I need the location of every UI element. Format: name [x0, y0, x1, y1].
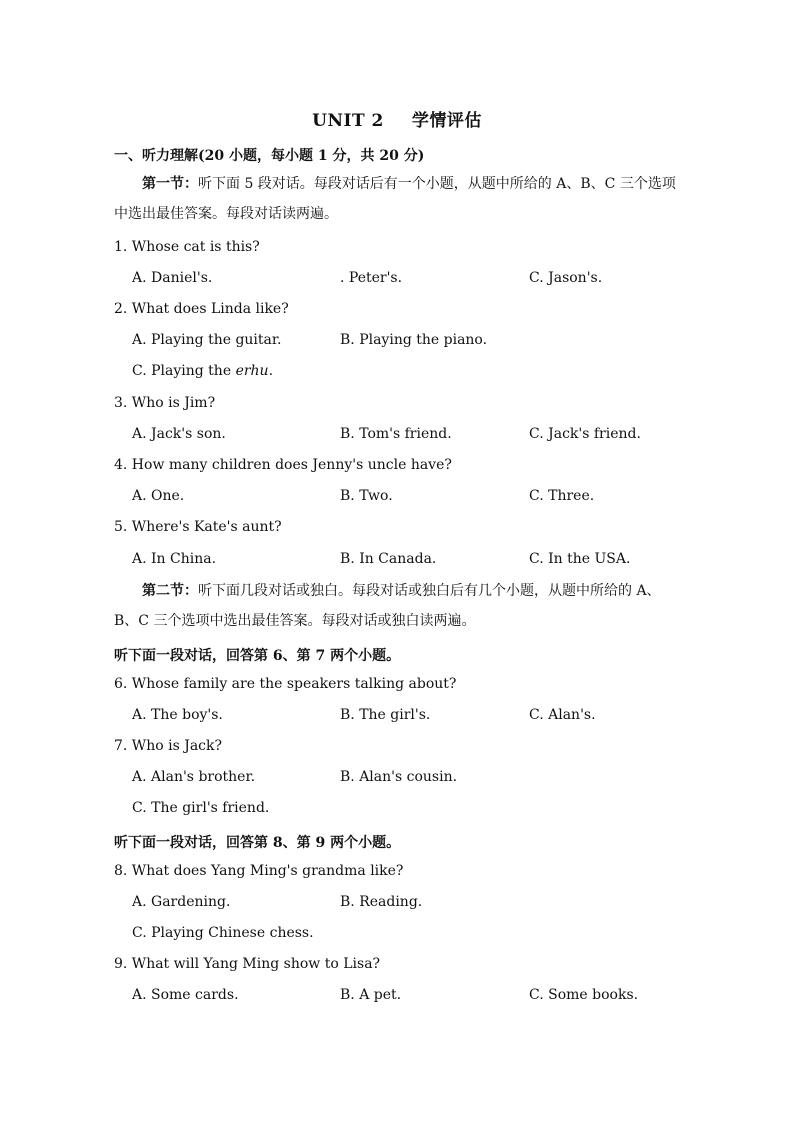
option-a[interactable]: A. Gardening. [132, 894, 231, 910]
question-stem: 1. Whose cat is this? [114, 239, 260, 255]
unit-label: UNIT 2 [312, 111, 384, 131]
option-a[interactable]: A. In China. [132, 551, 217, 567]
unit-name: 学情评估 [411, 111, 482, 131]
question-stem: 7. Who is Jack? [114, 738, 222, 754]
option-b[interactable]: B. Two. [340, 488, 393, 504]
part2-lead: 第二节： [142, 583, 198, 599]
option-c-italic: erhu [235, 363, 269, 379]
question-stem: 6. Whose family are the speakers talking about? [114, 676, 457, 692]
option-c-prefix: C. Playing the [132, 363, 236, 379]
question-stem: 2. What does Linda like? [114, 301, 289, 317]
option-c[interactable]: C. Three. [529, 488, 595, 504]
option-c-suffix: . [268, 363, 274, 379]
question-stem: 5. Where's Kate's aunt? [114, 519, 282, 535]
part1-lead: 第一节： [142, 176, 198, 192]
question-stem: 3. Who is Jim? [114, 395, 216, 411]
option-c[interactable]: C. Jason's. [529, 270, 603, 286]
option-b[interactable]: B. Playing the piano. [340, 332, 488, 348]
page-title [0, 106, 794, 131]
option-b[interactable]: B. Tom's friend. [340, 426, 452, 442]
question-stem: 8. What does Yang Ming's grandma like? [114, 863, 404, 879]
section-heading-listening: 一、听力理解(20 小题，每小题 1 分，共 20 分) [114, 148, 425, 164]
dialog-instruction-8-9: 听下面一段对话，回答第 8、第 9 两个小题。 [114, 835, 401, 851]
option-b[interactable]: B. Reading. [340, 894, 423, 910]
option-a[interactable]: A. Some cards. [132, 987, 239, 1003]
option-a[interactable]: A. Jack's son. [132, 426, 226, 442]
option-c[interactable]: C. Playing Chinese chess. [132, 925, 314, 941]
part1-text: 听下面 5 段对话。每段对话后有一个小题，从题中所给的 A、B、C 三个选项中选出最佳答案。每段对话读两遍。 [114, 176, 676, 222]
option-b[interactable]: . Peter's. [340, 270, 403, 286]
option-c[interactable]: C. Some books. [529, 987, 639, 1003]
option-b[interactable]: B. In Canada. [340, 551, 437, 567]
question-stem: 4. How many children does Jenny's uncle have? [114, 457, 452, 473]
option-c[interactable]: C. The girl's friend. [132, 800, 270, 816]
option-c[interactable]: C. Alan's. [529, 707, 596, 723]
option-a[interactable]: A. Alan's brother. [132, 769, 256, 785]
part2-instructions [114, 576, 684, 636]
option-a[interactable]: A. One. [132, 488, 185, 504]
question-stem: 9. What will Yang Ming show to Lisa? [114, 956, 381, 972]
option-b[interactable]: B. A pet. [340, 987, 402, 1003]
dialog-instruction-6-7: 听下面一段对话，回答第 6、第 7 两个小题。 [114, 648, 401, 664]
option-b[interactable]: B. Alan's cousin. [340, 769, 458, 785]
option-a[interactable]: A. Playing the guitar. [132, 332, 282, 348]
option-c[interactable] [132, 363, 273, 379]
option-a[interactable]: A. Daniel's. [132, 270, 213, 286]
option-c[interactable]: C. Jack's friend. [529, 426, 641, 442]
part2-text: 听下面几段对话或独白。每段对话或独白后有几个小题，从题中所给的 A、B、C 三个选项中选出最佳答案。每段对话或独白读两遍。 [114, 583, 661, 629]
option-b[interactable]: B. The girl's. [340, 707, 431, 723]
part1-instructions [114, 169, 684, 229]
option-a[interactable]: A. The boy's. [132, 707, 223, 723]
option-c[interactable]: C. In the USA. [529, 551, 631, 567]
